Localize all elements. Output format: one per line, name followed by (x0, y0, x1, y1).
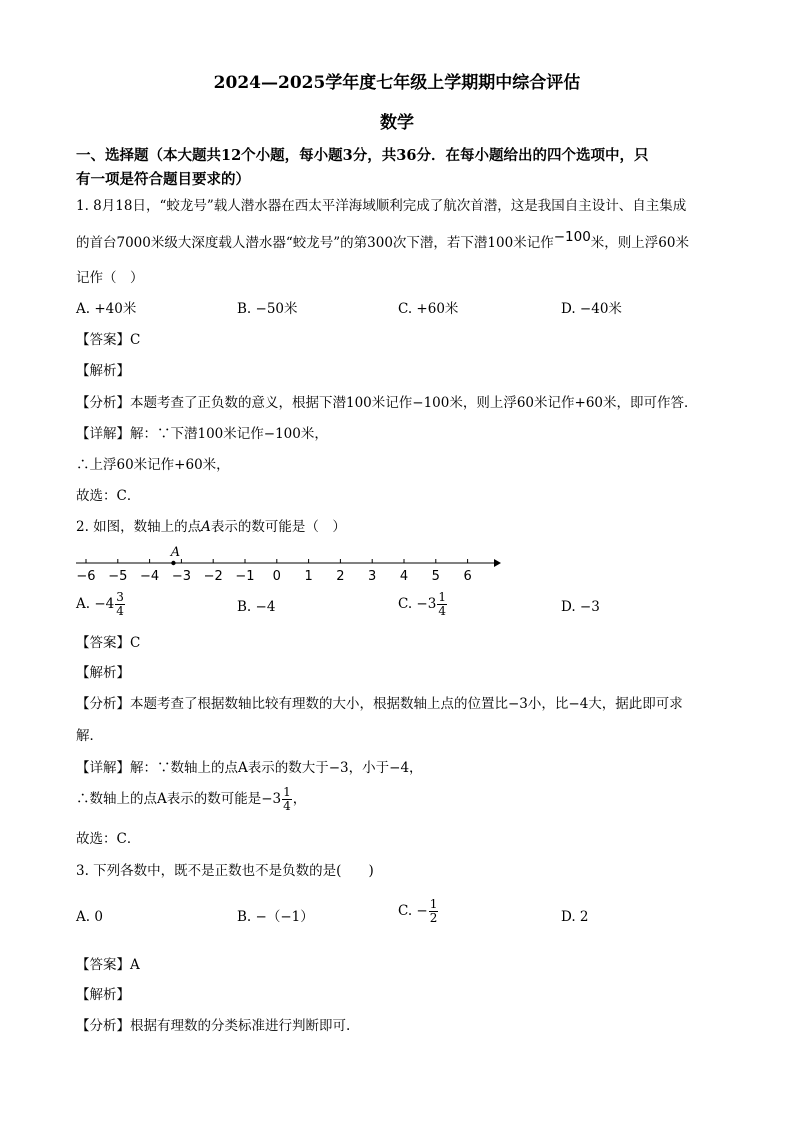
q2-detail-2-prefix: ∴数轴上的点A表示的数可能是−3 (76, 791, 282, 807)
number-line-tick-label: −3 (171, 569, 191, 584)
number-line-tick-label: −6 (76, 569, 96, 584)
number-line-tick-label: 4 (399, 569, 409, 584)
q3-analysis-label: 【解析】 (76, 987, 130, 1003)
q1-answer: 【答案】C (76, 332, 141, 348)
q2-stem (76, 517, 346, 537)
q2-stem-point: A (201, 519, 211, 535)
q2-conclusion: 故选：C． (76, 831, 141, 847)
number-line-tick-label: 0 (272, 569, 281, 584)
q1-option-c: C. +60米 (398, 301, 459, 317)
subject-title: 数学 (380, 113, 414, 133)
q2-option-c (398, 591, 448, 618)
q2-option-d: D. −3 (561, 599, 600, 615)
number-line-tick-label: 3 (368, 569, 377, 584)
q1-option-d: D. −40米 (561, 301, 622, 317)
q2-option-c-fraction (437, 591, 447, 618)
q1-conclusion: 故选：C． (76, 488, 141, 504)
q3-option-a: A. 0 (76, 909, 103, 925)
page-title: 2024—2025学年度七年级上学期期中综合评估 (213, 73, 581, 93)
q1-stem-line2-c: 米，则上浮60米 (590, 235, 689, 251)
q3-option-c-numerator: 1 (429, 897, 438, 911)
q3-fenxi: 【分析】根据有理数的分类标准进行判断即可. (76, 1018, 351, 1034)
number-line-tick-label: 6 (463, 569, 472, 584)
q1-stem-line1: 1. 8月18日，“蛟龙号”载人潜水器在西太平洋海域顺利完成了航次首潜，这是我国自主设计、自主集成 (76, 198, 687, 214)
q2-option-c-prefix: C. −3 (398, 596, 437, 612)
q1-stem-line3: 记作（ ） (76, 270, 144, 286)
q1-stem-line2-b: −100 (553, 229, 591, 245)
q3-option-d: D. 2 (561, 909, 589, 925)
q1-fenxi: 【分析】本题考查了正负数的意义，根据下潜100米记作−100米，则上浮60米记作+60米，即可作答． (76, 395, 698, 411)
q1-analysis-label: 【解析】 (76, 363, 130, 379)
number-line-tick-label: −4 (140, 569, 160, 584)
q2-option-a-fraction (115, 591, 125, 618)
q2-analysis-label: 【解析】 (76, 665, 130, 681)
q1-option-a: A. +40米 (76, 301, 137, 317)
q1-option-b: B. −50米 (237, 301, 298, 317)
q2-detail-2-numerator: 1 (283, 785, 291, 799)
q2-detail-2-suffix: ， (292, 791, 307, 807)
q2-answer: 【答案】C (76, 635, 141, 651)
section-heading-line1: 一、选择题（本大题共12个小题，每小题3分，共36分．在每小题给出的四个选项中，只 (76, 147, 649, 164)
q2-option-b: B. −4 (237, 599, 276, 615)
number-line-tick-label: 1 (304, 569, 313, 584)
q2-fenxi-line1: 【分析】本题考查了根据数轴比较有理数的大小，根据数轴上点的位置比−3小，比−4大，据此即可求 (76, 696, 683, 712)
q2-detail-2-fraction (282, 786, 292, 813)
number-line-tick-label: −5 (108, 569, 128, 584)
q3-option-b: B. −（−1） (237, 909, 314, 925)
q1-stem-line2-a: 的首台7000米级大深度载人潜水器“蛟龙号”的第300次下潜，若下潜100米记作 (76, 235, 554, 251)
q2-option-a-prefix: A. −4 (76, 596, 115, 612)
q2-detail-1: 【详解】解：∵数轴上的点A表示的数大于−3，小于−4， (76, 760, 423, 776)
q1-detail-1: 【详解】解：∵下潜100米记作−100米， (76, 426, 328, 442)
q2-option-c-numerator: 1 (438, 590, 446, 604)
q3-option-c (398, 898, 439, 925)
number-line-point-group (170, 545, 180, 565)
q2-option-c-denominator: 4 (438, 604, 446, 618)
number-line-tick-label: 5 (431, 569, 440, 584)
number-line-point-label: A (170, 545, 181, 560)
q3-option-c-prefix: C. − (398, 903, 428, 919)
q2-stem-tail: 表示的数可能是（ ） (210, 519, 346, 535)
q3-stem: 3. 下列各数中，既不是正数也不是负数的是( ) (76, 863, 374, 879)
number-line-tick-label: −2 (203, 569, 223, 584)
q3-option-c-denominator: 2 (429, 911, 438, 925)
number-line-arrow (494, 559, 501, 567)
q1-detail-2: ∴上浮60米记作+60米， (76, 457, 230, 473)
q2-option-a-denominator: 4 (116, 604, 124, 618)
q2-detail-2-denominator: 4 (283, 799, 291, 813)
number-line-figure (70, 540, 510, 588)
q1-stem-line2 (76, 229, 689, 253)
q3-answer: 【答案】A (76, 957, 140, 973)
number-line-tick-label: −1 (235, 569, 255, 584)
q3-option-c-fraction (429, 898, 439, 925)
q2-detail-2 (76, 786, 306, 813)
q2-fenxi-line2: 解． (76, 728, 103, 744)
number-line-tick-label: 2 (336, 569, 345, 584)
q2-stem-head: 2. 如图，数轴上的点 (76, 519, 202, 535)
q2-option-a-numerator: 3 (116, 590, 124, 604)
section-heading-line2: 有一项是符合题目要求的） (76, 171, 250, 188)
number-line-point-a (171, 561, 175, 565)
q2-option-a (76, 591, 126, 618)
